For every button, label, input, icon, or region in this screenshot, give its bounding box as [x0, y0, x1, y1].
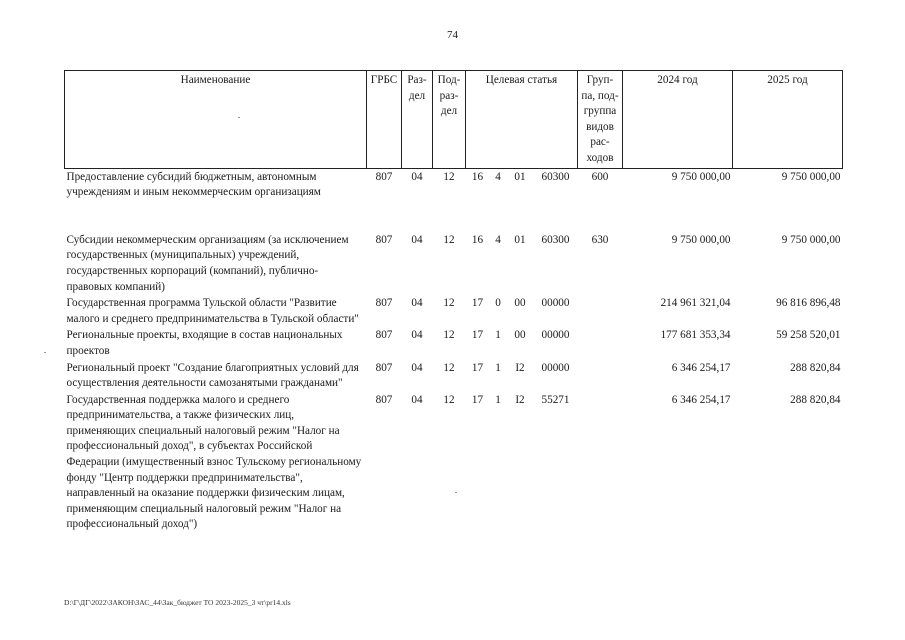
scan-speck [238, 117, 240, 118]
row-razdel: 04 [411, 329, 423, 342]
row-grbs: 807 [375, 361, 393, 374]
row-target-event: 00 [514, 297, 526, 310]
row-razdel: 04 [411, 393, 423, 406]
col-header-target: Целевая статья [466, 71, 578, 169]
row-2024: 6 346 254,17 [671, 361, 731, 374]
row-target-subprogram: 1 [495, 361, 501, 374]
row-podrazdel: 12 [443, 329, 455, 342]
table-row [65, 168, 843, 232]
row-group: 630 [591, 233, 609, 246]
row-target-subprogram: 4 [495, 170, 501, 183]
row-2025: 288 820,84 [790, 393, 841, 406]
row-2024: 177 681 353,34 [660, 329, 731, 342]
row-group [578, 327, 623, 359]
scan-speck [455, 492, 457, 493]
row-name: Государственная программа Тульской области "Развитие малого и среднего предпринимательства в Тульской области" [66, 297, 359, 325]
col-header-2025: 2025 год [733, 71, 843, 169]
col-header-name: Наименование [65, 71, 367, 169]
row-name: Предоставление субсидий бюджетным, автономным учреждениям и иным некоммерческим организациям [66, 170, 321, 199]
col-header-grbs: ГРБС [367, 71, 402, 169]
row-target-subprogram: 0 [495, 297, 501, 310]
table-row [65, 392, 843, 533]
row-name: Региональные проекты, входящие в состав национальных проектов [66, 329, 343, 357]
table-row [65, 327, 843, 359]
row-podrazdel: 12 [443, 170, 455, 183]
row-razdel: 04 [411, 170, 423, 183]
row-grbs: 807 [375, 170, 393, 183]
row-target-program: 16 [471, 170, 484, 183]
row-name: Региональный проект "Создание благоприятных условий для осуществления деятельности самозанятыми гражданами" [66, 361, 359, 390]
row-target-event: I2 [515, 393, 525, 406]
row-podrazdel: 12 [443, 297, 455, 310]
row-target-event: 01 [514, 170, 526, 183]
row-group [578, 295, 623, 327]
row-razdel: 04 [411, 361, 423, 374]
row-target-direction: 00000 [541, 329, 570, 342]
row-target-program: 17 [471, 393, 484, 406]
row-group [578, 360, 623, 392]
row-target-direction: 60300 [541, 233, 570, 246]
row-target-subprogram: 1 [495, 329, 501, 342]
row-target-program: 17 [471, 361, 484, 374]
table-row [65, 360, 843, 392]
row-target-direction: 00000 [541, 297, 570, 310]
row-grbs: 807 [375, 393, 393, 406]
row-grbs: 807 [375, 297, 393, 310]
row-target-event: 00 [514, 329, 526, 342]
page-number: 74 [447, 29, 458, 41]
row-podrazdel: 12 [443, 233, 455, 246]
row-target-direction: 60300 [541, 170, 570, 183]
row-razdel: 04 [411, 297, 423, 310]
row-group: 600 [591, 170, 609, 183]
col-header-razdel: Раз- дел [402, 71, 433, 169]
row-2024: 6 346 254,17 [671, 393, 731, 406]
row-2025: 9 750 000,00 [781, 233, 841, 246]
footer-file-path: D:\Г\ДГ\2022\ЗАКОН\ЗАС_44\Зак_бюджет ТО 2023-2025_3 чт\pr14.xls [64, 598, 291, 607]
row-podrazdel: 12 [443, 361, 455, 374]
col-header-group: Груп- па, под- группа видов рас- ходов [578, 71, 623, 169]
budget-table [64, 70, 843, 533]
row-target-direction: 00000 [541, 361, 570, 374]
row-2025: 288 820,84 [790, 361, 841, 374]
row-target-program: 16 [471, 233, 484, 246]
row-target-direction: 55271 [541, 393, 570, 406]
table-row [65, 295, 843, 327]
row-2024: 9 750 000,00 [671, 170, 731, 183]
row-target-subprogram: 4 [495, 233, 501, 246]
row-grbs: 807 [375, 329, 393, 342]
row-name: Субсидии некоммерческим организациям (за исключением государственных (муниципальных) учреждений, государственных корпораций (компаний), публично-правовых компаний) [66, 233, 349, 293]
table-header-row [65, 71, 843, 169]
table-row [65, 232, 843, 295]
row-podrazdel: 12 [443, 393, 455, 406]
row-2025: 96 816 896,48 [776, 297, 841, 310]
row-target-subprogram: 1 [495, 393, 501, 406]
row-target-event: 01 [514, 233, 526, 246]
scan-speck [44, 352, 46, 353]
row-2025: 59 258 520,01 [776, 329, 841, 342]
row-target-event: I2 [515, 361, 525, 374]
col-header-podrazdel: Под- раз- дел [433, 71, 466, 169]
row-target-program: 17 [471, 329, 484, 342]
row-razdel: 04 [411, 233, 423, 246]
row-target-program: 17 [471, 297, 484, 310]
row-2024: 9 750 000,00 [671, 233, 731, 246]
col-header-2024: 2024 год [623, 71, 733, 169]
row-2025: 9 750 000,00 [781, 170, 841, 183]
row-name: Государственная поддержка малого и среднего предпринимательства, а также физических лиц, применяющих специальный налоговый режим "Налог на профессиональный доход", в субъектах Российской Федерации (имущественный взнос Тульскому региональному фонду "Центр поддержки предпринимательства", направленный на оказание поддержки физическим лицам, применяющим специальный налоговый режим "Налог на профессиональный доход") [66, 393, 362, 531]
row-group [578, 392, 623, 533]
row-2024: 214 961 321,04 [660, 297, 731, 310]
row-grbs: 807 [375, 233, 393, 246]
